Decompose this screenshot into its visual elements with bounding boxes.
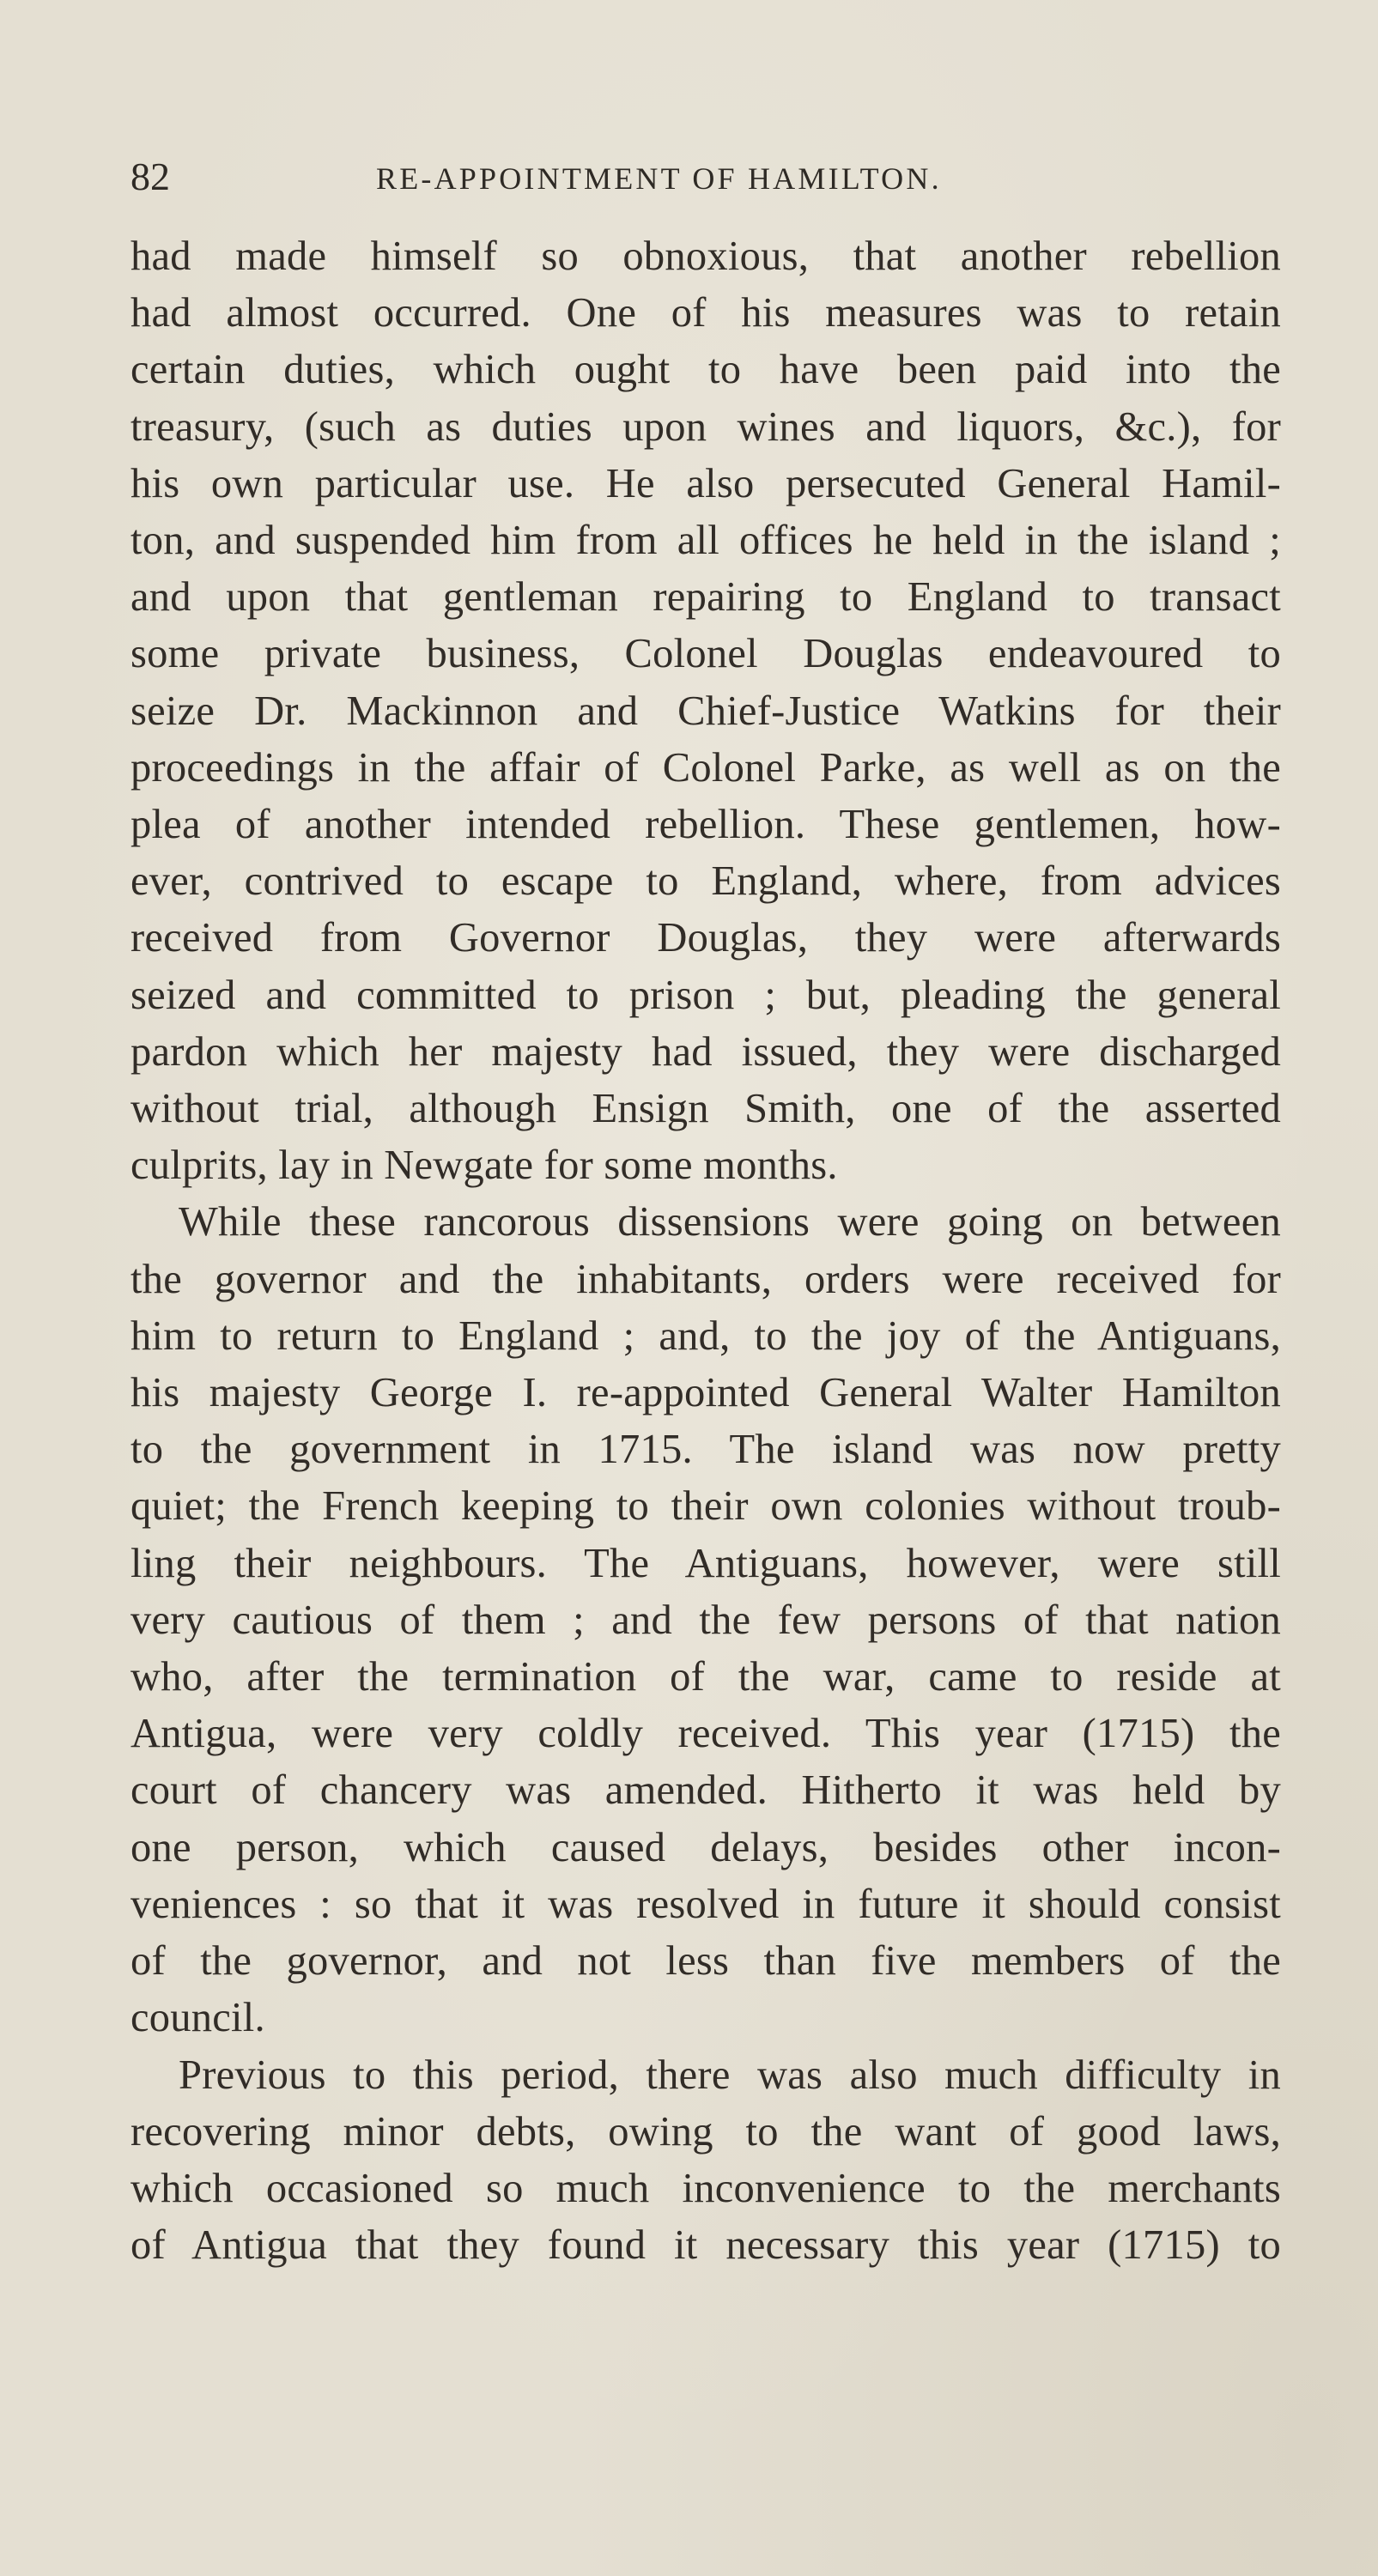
text-line: of Antigua that they found it necessary this year (1715) to <box>131 2222 1281 2269</box>
page-header <box>131 151 1281 203</box>
text-line: ling their neighbours. The Antiguans, however, were still <box>131 1540 1281 1586</box>
page-number: 82 <box>131 155 170 198</box>
text-line: certain duties, which ought to have been paid into the <box>131 347 1281 393</box>
text-line: which occasioned so much inconvenience to the merchants <box>131 2165 1281 2211</box>
text-line: plea of another intended rebellion. These gentlemen, how- <box>131 802 1281 848</box>
text-line: very cautious of them ; and the few persons of that nation <box>131 1597 1281 1643</box>
text-line: pardon which her majesty had issued, they were discharged <box>131 1028 1281 1075</box>
text-line: recovering minor debts, owing to the want of good laws, <box>131 2108 1281 2155</box>
text-line: his own particular use. He also persecuted General Hamil- <box>131 460 1281 506</box>
text-line: some private business, Colonel Douglas endeavoured to <box>131 631 1281 677</box>
text-line: culprits, lay in Newgate for some months. <box>131 1143 838 1189</box>
text-line: had almost occurred. One of his measures was to retain <box>131 290 1281 336</box>
text-line: quiet; the French keeping to their own colonies without troub- <box>131 1483 1281 1530</box>
text-line: treasury, (such as duties upon wines and liquors, &c.), for <box>131 403 1281 450</box>
text-line: of the governor, and not less than five members of the <box>131 1938 1281 1985</box>
text-line: and upon that gentleman repairing to England to transact <box>131 574 1281 621</box>
text-line: Previous to this period, there was also much difficulty in <box>179 2052 1281 2098</box>
text-line: veniences : so that it was resolved in future it should consist <box>131 1881 1281 1927</box>
running-head: RE-APPOINTMENT OF HAMILTON. <box>376 161 942 196</box>
text-line: who, after the termination of the war, came to reside at <box>131 1654 1281 1700</box>
text-line: court of chancery was amended. Hitherto it was held by <box>131 1767 1281 1814</box>
text-line: the governor and the inhabitants, orders were received for <box>131 1256 1281 1302</box>
paragraph-2 <box>131 1194 1281 2046</box>
text-line: While these rancorous dissensions were going on between <box>179 1199 1281 1246</box>
text-line: had made himself so obnoxious, that another rebellion <box>131 233 1281 279</box>
text-line: one person, which caused delays, besides other incon- <box>131 1824 1281 1870</box>
body-text <box>131 228 1281 2274</box>
text-line: seized and committed to prison ; but, pleading the general <box>131 972 1281 1018</box>
text-line: without trial, although Ensign Smith, one of the asserted <box>131 1086 1281 1132</box>
text-line: him to return to England ; and, to the joy of the Antiguans, <box>131 1312 1281 1359</box>
paragraph-1 <box>131 228 1281 1194</box>
text-line: to the government in 1715. The island was now pretty <box>131 1427 1281 1473</box>
text-line: received from Governor Douglas, they were afterwards <box>131 915 1281 961</box>
text-line: Antigua, were very coldly received. This year (1715) the <box>131 1711 1281 1757</box>
text-line: seize Dr. Mackinnon and Chief-Justice Watkins for their <box>131 688 1281 734</box>
text-line: ton, and suspended him from all offices he held in the island ; <box>131 518 1281 564</box>
text-line: his majesty George I. re-appointed General Walter Hamilton <box>131 1370 1281 1416</box>
paragraph-3 <box>131 2047 1281 2275</box>
text-line: ever, contrived to escape to England, where, from advices <box>131 858 1281 905</box>
text-line: proceedings in the affair of Colonel Parke, as well as on the <box>131 744 1281 791</box>
text-line: council. <box>131 1995 265 2041</box>
